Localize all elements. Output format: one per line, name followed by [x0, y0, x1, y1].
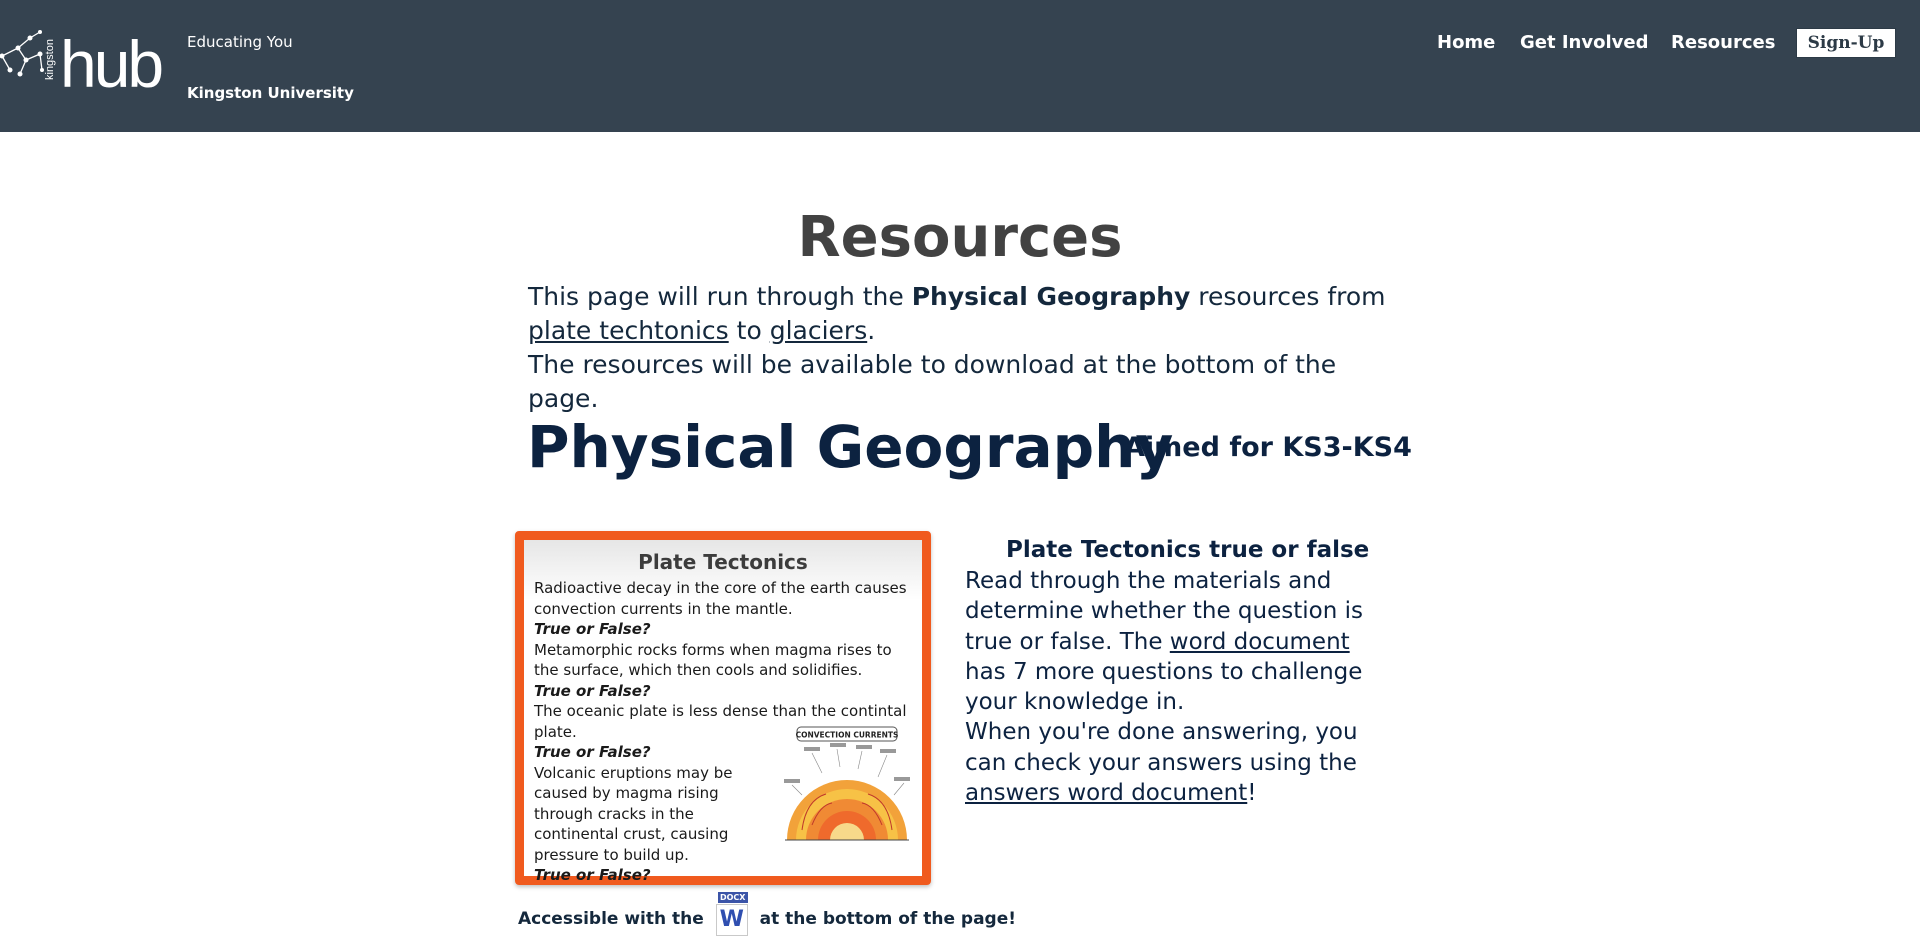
signup-button[interactable]: Sign-Up: [1796, 28, 1896, 58]
description-text: [965, 566, 1385, 808]
question-4: Volcanic eruptions may be caused by magma rising through cracks in the continental crust, causing pressure to build up.: [534, 763, 733, 864]
description-p1b: has 7 more questions to challenge your knowledge in.: [965, 658, 1363, 716]
university-name: Kingston University: [187, 84, 354, 102]
aimed-for-label: Aimed for KS3-KS4: [1124, 432, 1412, 463]
true-false-4: True or False?: [534, 866, 651, 884]
diagram-label: CONVECTION CURRENTS: [795, 730, 899, 740]
intro-text-3: to: [728, 316, 770, 345]
docx-tag: DOCX: [718, 892, 748, 903]
nav-resources[interactable]: Resources: [1671, 32, 1776, 53]
intro-bold: Physical Geography: [911, 282, 1191, 311]
description-p2b: !: [1247, 780, 1257, 807]
accessible-note: [518, 893, 1017, 934]
kingston-hub-logo[interactable]: [0, 20, 170, 101]
nav-home[interactable]: Home: [1437, 32, 1496, 53]
convection-currents-diagram: [782, 725, 912, 845]
accessible-text-after: at the bottom of the page!: [759, 909, 1017, 929]
tagline: Educating You: [187, 33, 293, 51]
section-title: Physical Geography: [527, 413, 1174, 481]
question-1: Radioactive decay in the core of the earth causes convection currents in the mantle.: [534, 579, 907, 618]
page-title: Resources: [797, 205, 1123, 270]
accessible-text-before: Accessible with the: [518, 909, 704, 929]
intro-text-4: .: [867, 316, 876, 345]
logo-word: hub: [60, 27, 162, 101]
plate-tectonics-card[interactable]: [515, 531, 931, 885]
site-header: [0, 0, 1920, 132]
description-title: Plate Tectonics true or false: [1006, 537, 1370, 563]
nav-get-involved[interactable]: Get Involved: [1520, 32, 1649, 53]
question-2: Metamorphic rocks forms when magma rises to the surface, which then cools and solidifies.: [534, 640, 892, 679]
answers-document-link[interactable]: answers word document: [965, 780, 1248, 807]
word-docx-icon[interactable]: [716, 893, 748, 932]
true-false-3: True or False?: [534, 743, 651, 761]
intro-text-2: resources from: [1190, 282, 1386, 311]
word-document-link[interactable]: word document: [1169, 628, 1350, 655]
word-letter: W: [716, 904, 748, 936]
intro-text-1: This page will run through the: [528, 282, 912, 311]
true-false-1: True or False?: [534, 620, 651, 638]
card-title: Plate Tectonics: [638, 550, 808, 574]
logo-small-text: kingston: [44, 39, 56, 80]
intro-line-2: The resources will be available to download at the bottom of the page.: [528, 350, 1337, 413]
intro-text: [528, 280, 1408, 416]
question-3: The oceanic plate is less dense than the contintal plate.: [534, 702, 907, 741]
network-icon: [0, 26, 46, 86]
true-false-2: True or False?: [534, 681, 651, 700]
plate-tectonics-link[interactable]: plate techtonics: [528, 316, 729, 345]
glaciers-link[interactable]: glaciers: [769, 316, 868, 345]
description-p2a: When you're done answering, you can check your answers using the: [965, 719, 1358, 776]
description-p1a: Read through the materials and determine whether the question is true or false. The: [965, 568, 1363, 655]
